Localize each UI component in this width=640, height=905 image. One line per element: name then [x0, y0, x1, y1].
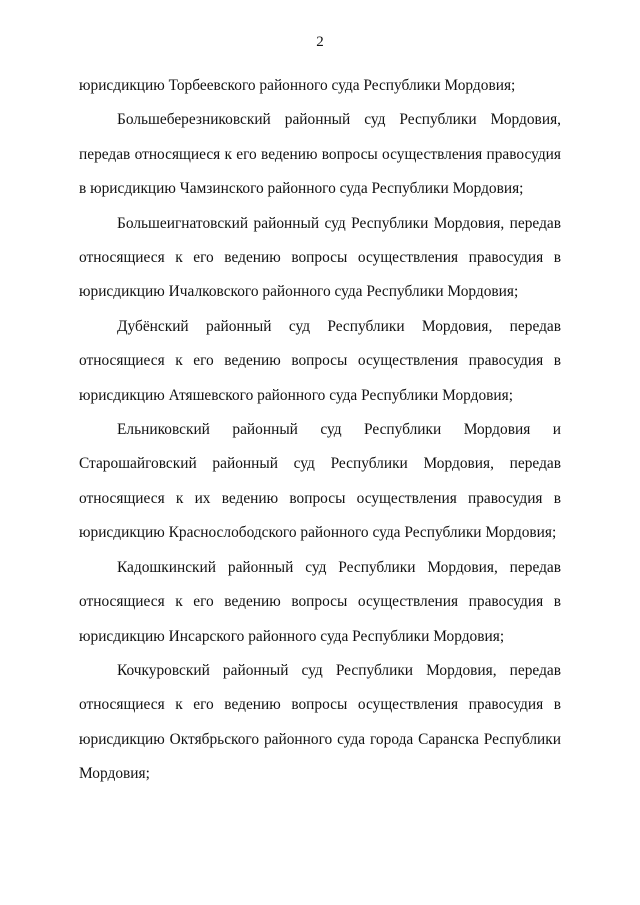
paragraph-kochkurovsky: Кочкуровский районный суд Республики Мордовия, передав относящиеся к его ведению вопросы осуществления правосудия в юрисдикцию Октябрьского районного суда города Саранска Республики Мордовия;: [79, 661, 561, 783]
paragraph-dubensky: Дубёнский районный суд Республики Мордовия, передав относящиеся к его ведению вопросы осуществления правосудия в юрисдикцию Атяшевского районного суда Республики Мордовия;: [79, 317, 561, 404]
paragraph-bolshebereznikovsky: Большеберезниковский районный суд Республики Мордовия, передав относящиеся к его ведению вопросы осуществления правосудия в юрисдикцию Чамзинского районного суда Республики Мордовия;: [79, 111, 561, 198]
paragraph-torbeevsky-continuation: юрисдикцию Торбеевского районного суда Республики Мордовия;: [79, 77, 516, 94]
paragraph-bolsheignatovsky: Большеигнатовский районный суд Республики Мордовия, передав относящиеся к его ведению вопросы осуществления правосудия в юрисдикцию Ичалковского районного суда Республики Мордовия;: [79, 214, 561, 301]
paragraph-kadoshkinsky: Кадошкинский районный суд Республики Мордовия, передав относящиеся к его ведению вопросы осуществления правосудия в юрисдикцию Инсарского районного суда Республики Мордовия;: [79, 558, 561, 645]
paragraph-elnikovsky-staroshaygovsky: Ельниковский районный суд Республики Мордовия и Старошайговский районный суд Республики Мордовия, передав относящиеся к их ведению вопросы осуществления правосудия в юрисдикцию Краснослободского районного суда Республики Мордовия;: [79, 421, 561, 542]
page-number: 2: [316, 34, 324, 50]
document-body: [79, 69, 561, 792]
